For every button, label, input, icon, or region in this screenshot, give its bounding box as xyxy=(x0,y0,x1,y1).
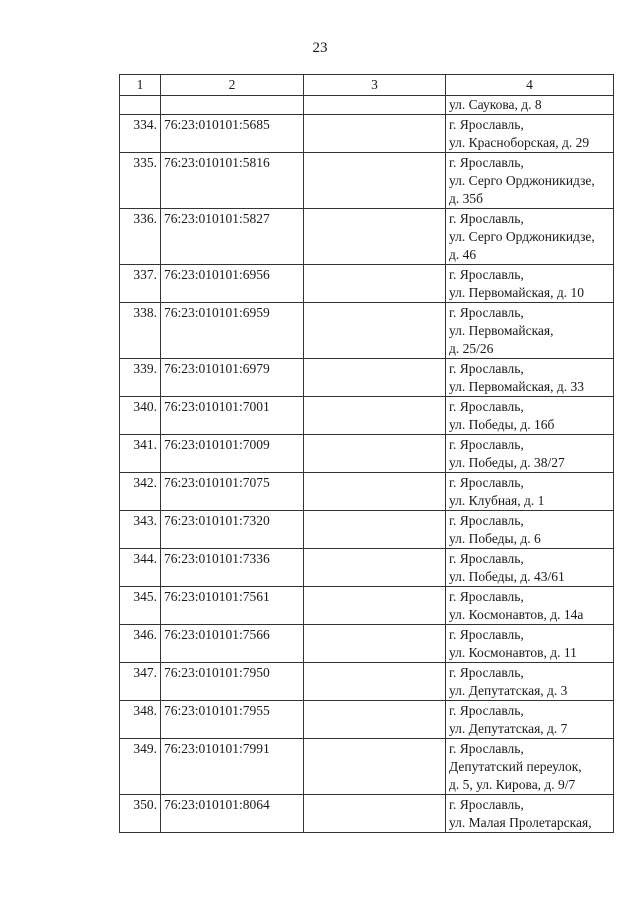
address-line: д. 5, ул. Кирова, д. 9/7 xyxy=(449,777,576,792)
address-line: г. Ярославль, xyxy=(449,627,524,642)
cadastral-number-cell: 76:23:010101:7955 xyxy=(161,701,304,739)
column-3-cell xyxy=(304,625,446,663)
table-row xyxy=(120,359,614,397)
column-header-3: 3 xyxy=(304,75,446,96)
cadastral-number-cell: 76:23:010101:6956 xyxy=(161,265,304,303)
cadastral-number-cell xyxy=(161,96,304,115)
cadastral-number-cell: 76:23:010101:7320 xyxy=(161,511,304,549)
address-line: ул. Космонавтов, д. 14а xyxy=(449,607,584,622)
row-number-cell: 347. xyxy=(120,663,161,701)
address-cell xyxy=(446,96,614,115)
address-line: ул. Красноборская, д. 29 xyxy=(449,135,590,150)
table-row xyxy=(120,663,614,701)
address-line: ул. Малая Пролетарская, xyxy=(449,815,592,830)
cadastral-number-cell: 76:23:010101:5816 xyxy=(161,153,304,209)
column-3-cell xyxy=(304,549,446,587)
address-line: ул. Депутатская, д. 3 xyxy=(449,683,568,698)
address-cell xyxy=(446,739,614,795)
address-line: г. Ярославль, xyxy=(449,117,524,132)
address-line: г. Ярославль, xyxy=(449,305,524,320)
address-line: д. 35б xyxy=(449,191,483,206)
table-row xyxy=(120,625,614,663)
address-cell xyxy=(446,701,614,739)
address-line: г. Ярославль, xyxy=(449,513,524,528)
cadastral-number-cell: 76:23:010101:7950 xyxy=(161,663,304,701)
column-3-cell xyxy=(304,795,446,833)
address-line: ул. Первомайская, xyxy=(449,323,554,338)
address-line: ул. Саукова, д. 8 xyxy=(449,97,542,112)
table-row xyxy=(120,549,614,587)
address-line: ул. Первомайская, д. 33 xyxy=(449,379,584,394)
address-line: ул. Победы, д. 6 xyxy=(449,531,541,546)
table-row xyxy=(120,587,614,625)
address-cell xyxy=(446,663,614,701)
row-number-cell: 349. xyxy=(120,739,161,795)
row-number-cell: 339. xyxy=(120,359,161,397)
address-line: ул. Победы, д. 38/27 xyxy=(449,455,565,470)
table-row xyxy=(120,739,614,795)
cadastral-number-cell: 76:23:010101:7001 xyxy=(161,397,304,435)
address-line: ул. Первомайская, д. 10 xyxy=(449,285,584,300)
address-cell xyxy=(446,397,614,435)
address-line: г. Ярославль, xyxy=(449,267,524,282)
table-row xyxy=(120,701,614,739)
address-line: ул. Победы, д. 43/61 xyxy=(449,569,565,584)
table-row xyxy=(120,209,614,265)
continuation-row xyxy=(120,96,614,115)
table-body xyxy=(120,96,614,833)
table-row xyxy=(120,153,614,209)
row-number-cell: 338. xyxy=(120,303,161,359)
address-cell xyxy=(446,473,614,511)
cadastral-number-cell: 76:23:010101:6979 xyxy=(161,359,304,397)
address-line: ул. Депутатская, д. 7 xyxy=(449,721,568,736)
address-line: г. Ярославль, xyxy=(449,361,524,376)
row-number-cell: 343. xyxy=(120,511,161,549)
address-line: ул. Клубная, д. 1 xyxy=(449,493,545,508)
column-3-cell xyxy=(304,303,446,359)
column-3-cell xyxy=(304,153,446,209)
address-cell xyxy=(446,153,614,209)
column-3-cell xyxy=(304,701,446,739)
table-row xyxy=(120,795,614,833)
property-registry-table xyxy=(119,74,614,833)
address-line: г. Ярославль, xyxy=(449,589,524,604)
address-line: г. Ярославль, xyxy=(449,551,524,566)
column-header-4: 4 xyxy=(446,75,614,96)
column-3-cell xyxy=(304,587,446,625)
address-line: г. Ярославль, xyxy=(449,475,524,490)
cadastral-number-cell: 76:23:010101:7075 xyxy=(161,473,304,511)
table-row xyxy=(120,473,614,511)
row-number-cell: 342. xyxy=(120,473,161,511)
row-number-cell: 341. xyxy=(120,435,161,473)
address-cell xyxy=(446,795,614,833)
address-cell xyxy=(446,303,614,359)
address-cell xyxy=(446,549,614,587)
address-cell xyxy=(446,265,614,303)
row-number-cell: 335. xyxy=(120,153,161,209)
column-3-cell xyxy=(304,359,446,397)
address-cell xyxy=(446,587,614,625)
address-cell xyxy=(446,435,614,473)
column-3-cell xyxy=(304,473,446,511)
address-line: г. Ярославль, xyxy=(449,665,524,680)
column-3-cell xyxy=(304,209,446,265)
row-number-cell: 345. xyxy=(120,587,161,625)
address-line: г. Ярославль, xyxy=(449,703,524,718)
column-3-cell xyxy=(304,115,446,153)
row-number-cell: 340. xyxy=(120,397,161,435)
cadastral-number-cell: 76:23:010101:7991 xyxy=(161,739,304,795)
address-line: г. Ярославль, xyxy=(449,741,524,756)
address-line: г. Ярославль, xyxy=(449,155,524,170)
column-3-cell xyxy=(304,739,446,795)
row-number-cell: 346. xyxy=(120,625,161,663)
column-3-cell xyxy=(304,511,446,549)
row-number-cell: 348. xyxy=(120,701,161,739)
table-row xyxy=(120,265,614,303)
address-line: г. Ярославль, xyxy=(449,211,524,226)
row-number-cell xyxy=(120,96,161,115)
cadastral-number-cell: 76:23:010101:7561 xyxy=(161,587,304,625)
page-number: 23 xyxy=(312,40,328,56)
column-3-cell xyxy=(304,435,446,473)
cadastral-number-cell: 76:23:010101:5827 xyxy=(161,209,304,265)
column-header-2: 2 xyxy=(161,75,304,96)
table-row xyxy=(120,511,614,549)
address-line: г. Ярославль, xyxy=(449,797,524,812)
address-line: д. 25/26 xyxy=(449,341,494,356)
row-number-cell: 344. xyxy=(120,549,161,587)
address-line: г. Ярославль, xyxy=(449,437,524,452)
row-number-cell: 350. xyxy=(120,795,161,833)
address-line: ул. Победы, д. 16б xyxy=(449,417,555,432)
address-cell xyxy=(446,625,614,663)
row-number-cell: 337. xyxy=(120,265,161,303)
table-row xyxy=(120,303,614,359)
address-line: ул. Космонавтов, д. 11 xyxy=(449,645,577,660)
cadastral-number-cell: 76:23:010101:7336 xyxy=(161,549,304,587)
address-cell xyxy=(446,115,614,153)
address-line: ул. Серго Орджоникидзе, xyxy=(449,229,595,244)
table-row xyxy=(120,397,614,435)
cadastral-number-cell: 76:23:010101:7009 xyxy=(161,435,304,473)
address-cell xyxy=(446,359,614,397)
cadastral-number-cell: 76:23:010101:6959 xyxy=(161,303,304,359)
address-line: г. Ярославль, xyxy=(449,399,524,414)
table-row xyxy=(120,115,614,153)
table-header-row xyxy=(120,75,614,96)
address-line: ул. Серго Орджоникидзе, xyxy=(449,173,595,188)
cadastral-number-cell: 76:23:010101:5685 xyxy=(161,115,304,153)
cadastral-number-cell: 76:23:010101:7566 xyxy=(161,625,304,663)
column-3-cell xyxy=(304,265,446,303)
cadastral-number-cell: 76:23:010101:8064 xyxy=(161,795,304,833)
row-number-cell: 336. xyxy=(120,209,161,265)
column-3-cell xyxy=(304,397,446,435)
table-row xyxy=(120,435,614,473)
address-cell xyxy=(446,511,614,549)
row-number-cell: 334. xyxy=(120,115,161,153)
address-line: д. 46 xyxy=(449,247,477,262)
column-header-1: 1 xyxy=(120,75,161,96)
address-cell xyxy=(446,209,614,265)
address-line: Депутатский переулок, xyxy=(449,759,582,774)
column-3-cell xyxy=(304,96,446,115)
column-3-cell xyxy=(304,663,446,701)
